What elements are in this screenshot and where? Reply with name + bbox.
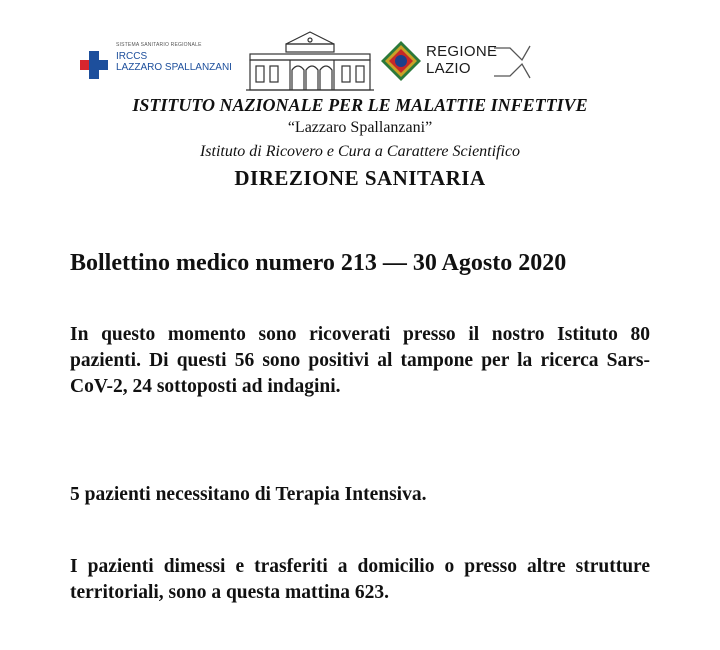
bulletin-paragraph-admissions: In questo momento sono ricoverati presso il nostro Istituto 80 pazienti. Di questi 56 sono positivi al tampone per la ricerca Sars-CoV-2, 24 sottoposti ad indagini. — [70, 324, 650, 397]
regione-lazio-logo — [380, 40, 540, 84]
department-heading: DIREZIONE SANITARIA — [234, 166, 486, 190]
irccs-line1: IRCCS — [116, 51, 148, 62]
medical-cross-icon — [80, 51, 108, 79]
building-illustration-icon — [246, 30, 374, 92]
bulletin-paragraph-discharges: I pazienti dimessi e trasferiti a domicilio o presso altre strutture territoriali, sono a questa mattina 623. — [70, 556, 650, 603]
institute-name: “Lazzaro Spallanzani” — [287, 119, 433, 136]
logo-bar — [0, 30, 720, 92]
regione-swoosh-icon — [492, 42, 532, 80]
bulletin-title: Bollettino medico numero 213 — 30 Agosto 2020 — [70, 250, 567, 276]
irccs-logo — [80, 42, 240, 82]
institute-heading: ISTITUTO NAZIONALE PER LE MALATTIE INFETTIVE — [132, 95, 588, 115]
irccs-line2: LAZZARO SPALLANZANI — [116, 62, 232, 73]
institute-type: Istituto di Ricovero e Cura a Carattere Scientifico — [199, 143, 521, 160]
irccs-subline: SISTEMA SANITARIO REGIONALE — [116, 42, 202, 48]
regione-line1: REGIONE — [426, 43, 498, 60]
regione-seal-icon — [380, 40, 422, 82]
regione-line2: LAZIO — [426, 60, 471, 77]
bulletin-paragraph-intensive-care: 5 pazienti necessitano di Terapia Intensiva. — [70, 484, 427, 505]
